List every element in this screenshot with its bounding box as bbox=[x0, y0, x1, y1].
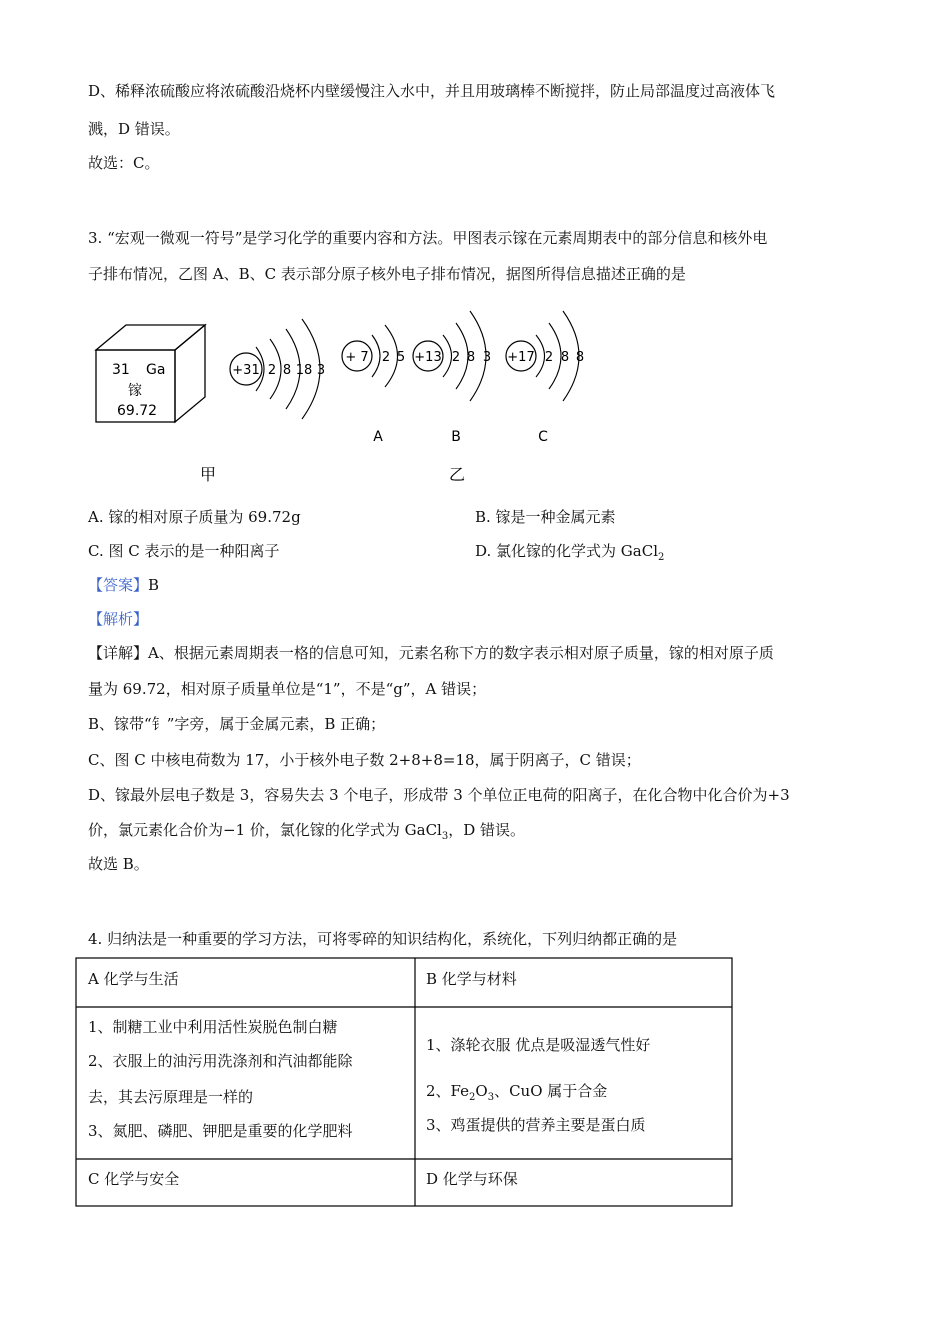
atom-b-shell-3: 3 bbox=[482, 350, 492, 365]
atom-c-nucleus: +17 bbox=[507, 350, 535, 365]
b2-rest: 、CuO 属于合金 bbox=[494, 1082, 608, 1100]
table-b-item-1: 1、涤轮衣服 优点是吸湿透气性好 bbox=[426, 1036, 651, 1054]
table-b-item-2 bbox=[426, 1081, 607, 1108]
detail-line-6-text: 价，氯元素化合价为−1 价，氯化镓的化学式为 GaCl bbox=[88, 821, 442, 839]
ga-shell-1: 2 bbox=[267, 363, 277, 378]
ga-shell-2: 8 bbox=[282, 363, 292, 378]
ga-shell-4: 3 bbox=[316, 363, 326, 378]
prev-line-2: 溅，D 错误。 bbox=[88, 120, 180, 138]
cell-atomic-mass: 69.72 bbox=[117, 403, 158, 419]
detail-line-7: 故选 B。 bbox=[88, 855, 149, 873]
b2-sub-1: 2 bbox=[469, 1092, 476, 1103]
atom-b-shell-1: 2 bbox=[451, 350, 461, 365]
atom-b-label: B bbox=[451, 429, 461, 445]
atom-a-nucleus: + 7 bbox=[345, 350, 369, 365]
atom-c-shell-2: 8 bbox=[560, 350, 570, 365]
q3-option-d[interactable] bbox=[475, 541, 664, 568]
q3-option-b[interactable]: B. 镓是一种金属元素 bbox=[475, 508, 616, 526]
atom-c-label: C bbox=[538, 429, 548, 445]
table-a-item-3: 3、氮肥、磷肥、钾肥是重要的化学肥料 bbox=[88, 1122, 353, 1140]
ga-shell-3: 18 bbox=[295, 363, 313, 378]
atom-c-shell-3: 8 bbox=[575, 350, 585, 365]
table-a-head: A 化学与生活 bbox=[88, 970, 179, 988]
table-d-head: D 化学与环保 bbox=[426, 1170, 518, 1188]
caption-jia: 甲 bbox=[199, 465, 217, 484]
ga-atom-diagram bbox=[230, 319, 325, 419]
table-b-item-3: 3、鸡蛋提供的营养主要是蛋白质 bbox=[426, 1116, 646, 1134]
cell-element-name: 镓 bbox=[128, 383, 142, 399]
atom-c-shell-1: 2 bbox=[544, 350, 554, 365]
ga-nucleus: +31 bbox=[232, 363, 260, 378]
detail-line-6-end: ，D 错误。 bbox=[448, 821, 526, 839]
analysis-tag: 【解析】 bbox=[88, 610, 149, 628]
table-a-item-2: 2、衣服上的油污用洗涤剂和汽油都能除 bbox=[88, 1052, 353, 1070]
detail-line-3: B、镓带“钅”字旁，属于金属元素，B 正确； bbox=[88, 715, 386, 733]
q3-option-c[interactable]: C. 图 C 表示的是一种阳离子 bbox=[88, 542, 280, 560]
detail-line-6-subscript: 3 bbox=[441, 831, 449, 842]
prev-line-3: 故选：C。 bbox=[88, 154, 160, 172]
atom-c-diagram bbox=[506, 311, 584, 445]
detail-line-4: C、图 C 中核电荷数为 17，小于核外电子数 2+8+8=18，属于阴离子，C 错误； bbox=[88, 751, 641, 769]
atom-a-label: A bbox=[373, 429, 383, 445]
detail-line-1: 【详解】A、根据元素周期表一格的信息可知，元素名称下方的数字表示相对原子质量，镓的相对原子质 bbox=[88, 644, 774, 662]
table-c-head: C 化学与安全 bbox=[88, 1170, 180, 1188]
table-a-item-1: 1、制糖工业中利用活性炭脱色制白糖 bbox=[88, 1018, 338, 1036]
b2-o: O bbox=[475, 1082, 488, 1100]
atom-a-diagram bbox=[342, 325, 405, 445]
detail-line-6 bbox=[88, 820, 525, 847]
b2-fe: 2、Fe bbox=[426, 1082, 470, 1100]
q3-stem-line-1: 3. “宏观一微观一符号”是学习化学的重要内容和方法。甲图表示镓在元素周期表中的部分信息和核外电 bbox=[88, 229, 768, 247]
cell-atomic-number: 31 bbox=[112, 362, 130, 378]
q3-stem-line-2: 子排布情况，乙图 A、B、C 表示部分原子核外电子排布情况，据图所得信息描述正确的是 bbox=[88, 265, 686, 283]
q3-figure bbox=[0, 295, 950, 495]
atom-b-diagram bbox=[413, 311, 491, 445]
atom-a-shell-1: 2 bbox=[381, 350, 391, 365]
answer-tag: 【答案】 bbox=[88, 576, 149, 594]
detail-line-5: D、镓最外层电子数是 3，容易失去 3 个电子，形成带 3 个单位正电荷的阳离子，在化合物中化合价为+3 bbox=[88, 786, 790, 804]
cell-symbol: Ga bbox=[146, 362, 166, 378]
b2-sub-2: 3 bbox=[487, 1092, 495, 1103]
prev-line-1: D、稀释浓硫酸应将浓硫酸沿烧杯内壁缓慢注入水中，并且用玻璃棒不断搅拌，防止局部温度过高液体飞 bbox=[88, 82, 776, 100]
q3-answer bbox=[88, 575, 159, 595]
q3-option-d-subscript: 2 bbox=[658, 552, 665, 563]
table-a-item-2-cont: 去，其去污原理是一样的 bbox=[88, 1088, 254, 1106]
atom-b-nucleus: +13 bbox=[414, 350, 442, 365]
caption-yi: 乙 bbox=[448, 465, 466, 484]
answer-value: B bbox=[148, 576, 160, 594]
atom-b-shell-2: 8 bbox=[466, 350, 476, 365]
detail-line-2: 量为 69.72，相对原子质量单位是“1”，不是“g”，A 错误； bbox=[88, 680, 487, 698]
q3-option-d-text: D. 氯化镓的化学式为 GaCl bbox=[475, 542, 658, 560]
atom-a-shell-2: 5 bbox=[396, 350, 406, 365]
table-b-head: B 化学与材料 bbox=[426, 970, 517, 988]
q4-stem: 4. 归纳法是一种重要的学习方法，可将零碎的知识结构化，系统化，下列归纳都正确的是 bbox=[88, 930, 678, 948]
q3-option-a[interactable]: A. 镓的相对原子质量为 69.72g bbox=[88, 508, 301, 526]
